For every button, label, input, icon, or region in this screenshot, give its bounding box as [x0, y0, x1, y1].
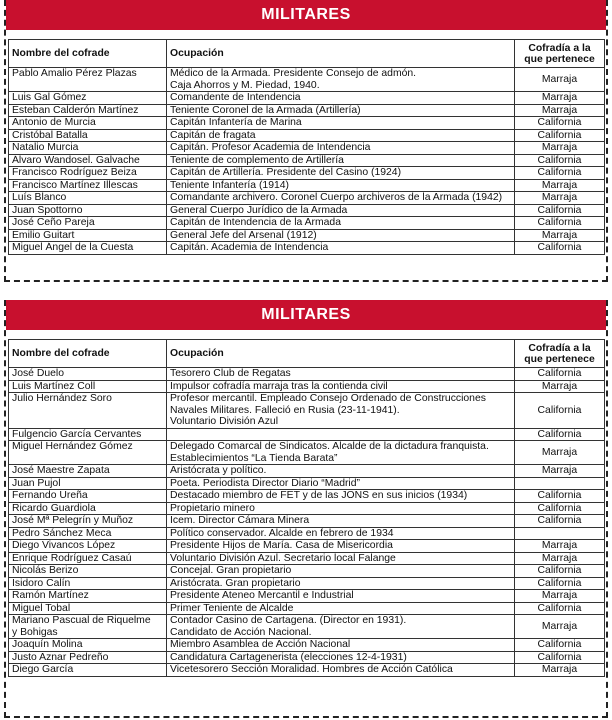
- cell-name: Esteban Calderón Martínez: [9, 104, 167, 117]
- table-row: [9, 154, 605, 167]
- cell-name: Francisco Rodríguez Beiza: [9, 167, 167, 180]
- table-title: MILITARES: [6, 0, 606, 30]
- cell-occupation: Destacado miembro de FET y de las JONS en sus inicios (1934): [167, 490, 515, 503]
- cell-brotherhood: Marraja: [515, 229, 605, 242]
- cell-name: Diego Vivancos López: [9, 540, 167, 553]
- cell-name: Fernando Ureña: [9, 490, 167, 503]
- cell-brotherhood: California: [515, 515, 605, 528]
- cell-occupation: Comandante archivero. Coronel Cuerpo archiveros de la Armada (1942): [167, 192, 515, 205]
- table-row: [9, 590, 605, 603]
- table-row: [9, 565, 605, 578]
- header-brotherhood: Cofradía a la que pertenece: [515, 40, 605, 68]
- cell-brotherhood: Marraja: [515, 590, 605, 603]
- cell-occupation: Miembro Asamblea de Acción Nacional: [167, 639, 515, 652]
- cell-brotherhood: Marraja: [515, 465, 605, 478]
- header-brotherhood: Cofradía a la que pertenece: [515, 340, 605, 368]
- table-row: [9, 639, 605, 652]
- cell-name: Joaquín Molina: [9, 639, 167, 652]
- cell-name: Miguel Tobal: [9, 602, 167, 615]
- table-row: [9, 179, 605, 192]
- table-row: [9, 502, 605, 515]
- cell-brotherhood: Marraja: [515, 615, 605, 639]
- table-row: [9, 129, 605, 142]
- table-row: [9, 615, 605, 639]
- cell-name: Cristóbal Batalla: [9, 129, 167, 142]
- cell-brotherhood: California: [515, 117, 605, 130]
- cell-name: José Duelo: [9, 368, 167, 381]
- table-row: [9, 117, 605, 130]
- cell-occupation: Comandente de Intendencia: [167, 92, 515, 105]
- cell-occupation: Poeta. Periodista Director Diario “Madrid”: [167, 477, 515, 490]
- cell-occupation: Primer Teniente de Alcalde: [167, 602, 515, 615]
- table-row: [9, 552, 605, 565]
- cell-occupation: Capitán de Intendencia de la Armada: [167, 217, 515, 230]
- table-row: [9, 540, 605, 553]
- cell-occupation: Concejal. Gran propietario: [167, 565, 515, 578]
- cell-brotherhood: Marraja: [515, 552, 605, 565]
- cell-brotherhood: California: [515, 639, 605, 652]
- table-row: [9, 664, 605, 677]
- table-panel-2: [4, 300, 608, 718]
- cell-occupation: Aristócrata y político.: [167, 465, 515, 478]
- cell-occupation: Teniente de complemento de Artillería: [167, 154, 515, 167]
- cell-brotherhood: California: [515, 502, 605, 515]
- table-panel-1: [4, 0, 608, 282]
- cell-occupation: Contador Casino de Cartagena. (Director en 1931). Candidato de Acción Nacional.: [167, 615, 515, 639]
- cell-brotherhood: [515, 477, 605, 490]
- cell-name: Luís Blanco: [9, 192, 167, 205]
- cell-name: Pablo Amalio Pérez Plazas: [9, 68, 167, 92]
- cell-name: Natalio Murcia: [9, 142, 167, 155]
- cell-brotherhood: California: [515, 490, 605, 503]
- table-row: [9, 368, 605, 381]
- cell-brotherhood: [515, 527, 605, 540]
- cell-brotherhood: California: [515, 602, 605, 615]
- cell-occupation: General Cuerpo Jurídico de la Armada: [167, 204, 515, 217]
- cell-name: José Ceño Pareja: [9, 217, 167, 230]
- table-row: [9, 490, 605, 503]
- cell-brotherhood: Marraja: [515, 380, 605, 393]
- cell-name: Emilio Guitart: [9, 229, 167, 242]
- table-row: [9, 92, 605, 105]
- cell-occupation: Icem. Director Cámara Minera: [167, 515, 515, 528]
- cell-name: José Mª Pelegrín y Muñoz: [9, 515, 167, 528]
- table-row: [9, 515, 605, 528]
- cell-occupation: Capitán. Profesor Academia de Intendencia: [167, 142, 515, 155]
- cell-occupation: Candidatura Cartagenerista (elecciones 12-4-1931): [167, 651, 515, 664]
- table-row: [9, 465, 605, 478]
- cell-brotherhood: California: [515, 204, 605, 217]
- cell-name: Justo Aznar Pedreño: [9, 651, 167, 664]
- cell-name: Miguel Hernández Gómez: [9, 441, 167, 465]
- cell-brotherhood: California: [515, 577, 605, 590]
- table-row: [9, 192, 605, 205]
- cell-occupation: Delegado Comarcal de Sindicatos. Alcalde de la dictadura franquista. Establecimientos “La Tienda Barata”: [167, 441, 515, 465]
- cell-name: Fulgencio García Cervantes: [9, 428, 167, 441]
- cell-occupation: Vicetesorero Sección Moralidad. Hombres de Acción Católica: [167, 664, 515, 677]
- cell-name: Luis Martínez Coll: [9, 380, 167, 393]
- table-row: [9, 428, 605, 441]
- cell-occupation: Tesorero Club de Regatas: [167, 368, 515, 381]
- cell-brotherhood: California: [515, 368, 605, 381]
- cell-name: Julio Hernández Soro: [9, 393, 167, 429]
- cell-name: Francisco Martínez Illescas: [9, 179, 167, 192]
- cell-brotherhood: California: [515, 154, 605, 167]
- cell-name: Álvaro Wandosel. Galvache: [9, 154, 167, 167]
- cell-occupation: Capitán Infantería de Marina: [167, 117, 515, 130]
- cell-occupation: Impulsor cofradía marraja tras la contienda civil: [167, 380, 515, 393]
- table-row: [9, 142, 605, 155]
- cell-brotherhood: Marraja: [515, 179, 605, 192]
- table-row: [9, 204, 605, 217]
- table-row: [9, 68, 605, 92]
- cell-name: Miguel Ángel de la Cuesta: [9, 242, 167, 255]
- cell-occupation: Médico de la Armada. Presidente Consejo de admón. Caja Ahorros y M. Piedad, 1940.: [167, 68, 515, 92]
- cell-brotherhood: California: [515, 651, 605, 664]
- header-occupation: Ocupación: [167, 40, 515, 68]
- cell-name: Mariano Pascual de Riquelme y Bohigas: [9, 615, 167, 639]
- cell-name: Ramón Martínez: [9, 590, 167, 603]
- cell-name: Luis Gal Gómez: [9, 92, 167, 105]
- cell-occupation: Capitán. Academia de Intendencia: [167, 242, 515, 255]
- cell-brotherhood: Marraja: [515, 68, 605, 92]
- cell-brotherhood: Marraja: [515, 664, 605, 677]
- cell-occupation: Aristócrata. Gran propietario: [167, 577, 515, 590]
- cell-occupation: General Jefe del Arsenal (1912): [167, 229, 515, 242]
- cell-brotherhood: California: [515, 393, 605, 429]
- members-table: [8, 339, 605, 677]
- cell-name: Enrique Rodríguez Casaú: [9, 552, 167, 565]
- cell-name: José Maestre Zapata: [9, 465, 167, 478]
- cell-name: Antonio de Murcia: [9, 117, 167, 130]
- cell-name: Juan Pujol: [9, 477, 167, 490]
- cell-occupation: Profesor mercantil. Empleado Consejo Ordenado de Construcciones Navales Militares. Falleció en Rusia (23-11-1941). Voluntario División Azul: [167, 393, 515, 429]
- table-row: [9, 441, 605, 465]
- cell-brotherhood: California: [515, 129, 605, 142]
- cell-occupation: Capitán de Artillería. Presidente del Casino (1924): [167, 167, 515, 180]
- table-header-row: [9, 40, 605, 68]
- cell-occupation: Capitán de fragata: [167, 129, 515, 142]
- cell-brotherhood: Marraja: [515, 142, 605, 155]
- table-row: [9, 527, 605, 540]
- cell-name: Nicolás Berizo: [9, 565, 167, 578]
- cell-occupation: Teniente Coronel de la Armada (Artillería): [167, 104, 515, 117]
- cell-name: Ricardo Guardiola: [9, 502, 167, 515]
- cell-occupation: Voluntario División Azul. Secretario local Falange: [167, 552, 515, 565]
- cell-brotherhood: Marraja: [515, 192, 605, 205]
- cell-brotherhood: California: [515, 565, 605, 578]
- table-row: [9, 229, 605, 242]
- table-header-row: [9, 340, 605, 368]
- cell-name: Pedro Sánchez Meca: [9, 527, 167, 540]
- cell-occupation: Teniente Infantería (1914): [167, 179, 515, 192]
- table-row: [9, 577, 605, 590]
- cell-brotherhood: California: [515, 167, 605, 180]
- cell-name: Isidoro Calín: [9, 577, 167, 590]
- header-name: Nombre del cofrade: [9, 40, 167, 68]
- cell-brotherhood: California: [515, 217, 605, 230]
- table-row: [9, 477, 605, 490]
- cell-occupation: Político conservador. Alcalde en febrero de 1934: [167, 527, 515, 540]
- cell-occupation: [167, 428, 515, 441]
- cell-brotherhood: California: [515, 428, 605, 441]
- table-row: [9, 380, 605, 393]
- table-row: [9, 167, 605, 180]
- cell-brotherhood: Marraja: [515, 104, 605, 117]
- table-row: [9, 651, 605, 664]
- cell-brotherhood: Marraja: [515, 92, 605, 105]
- cell-brotherhood: Marraja: [515, 540, 605, 553]
- table-row: [9, 242, 605, 255]
- table-row: [9, 104, 605, 117]
- cell-occupation: Presidente Ateneo Mercantil e Industrial: [167, 590, 515, 603]
- header-occupation: Ocupación: [167, 340, 515, 368]
- members-table: [8, 39, 605, 255]
- table-row: [9, 393, 605, 429]
- cell-name: Juan Spottorno: [9, 204, 167, 217]
- cell-occupation: Propietario minero: [167, 502, 515, 515]
- cell-brotherhood: California: [515, 242, 605, 255]
- cell-brotherhood: Marraja: [515, 441, 605, 465]
- cell-occupation: Presidente Hijos de María. Casa de Misericordia: [167, 540, 515, 553]
- table-row: [9, 217, 605, 230]
- table-row: [9, 602, 605, 615]
- cell-name: Diego García: [9, 664, 167, 677]
- table-title: MILITARES: [6, 300, 606, 330]
- header-name: Nombre del cofrade: [9, 340, 167, 368]
